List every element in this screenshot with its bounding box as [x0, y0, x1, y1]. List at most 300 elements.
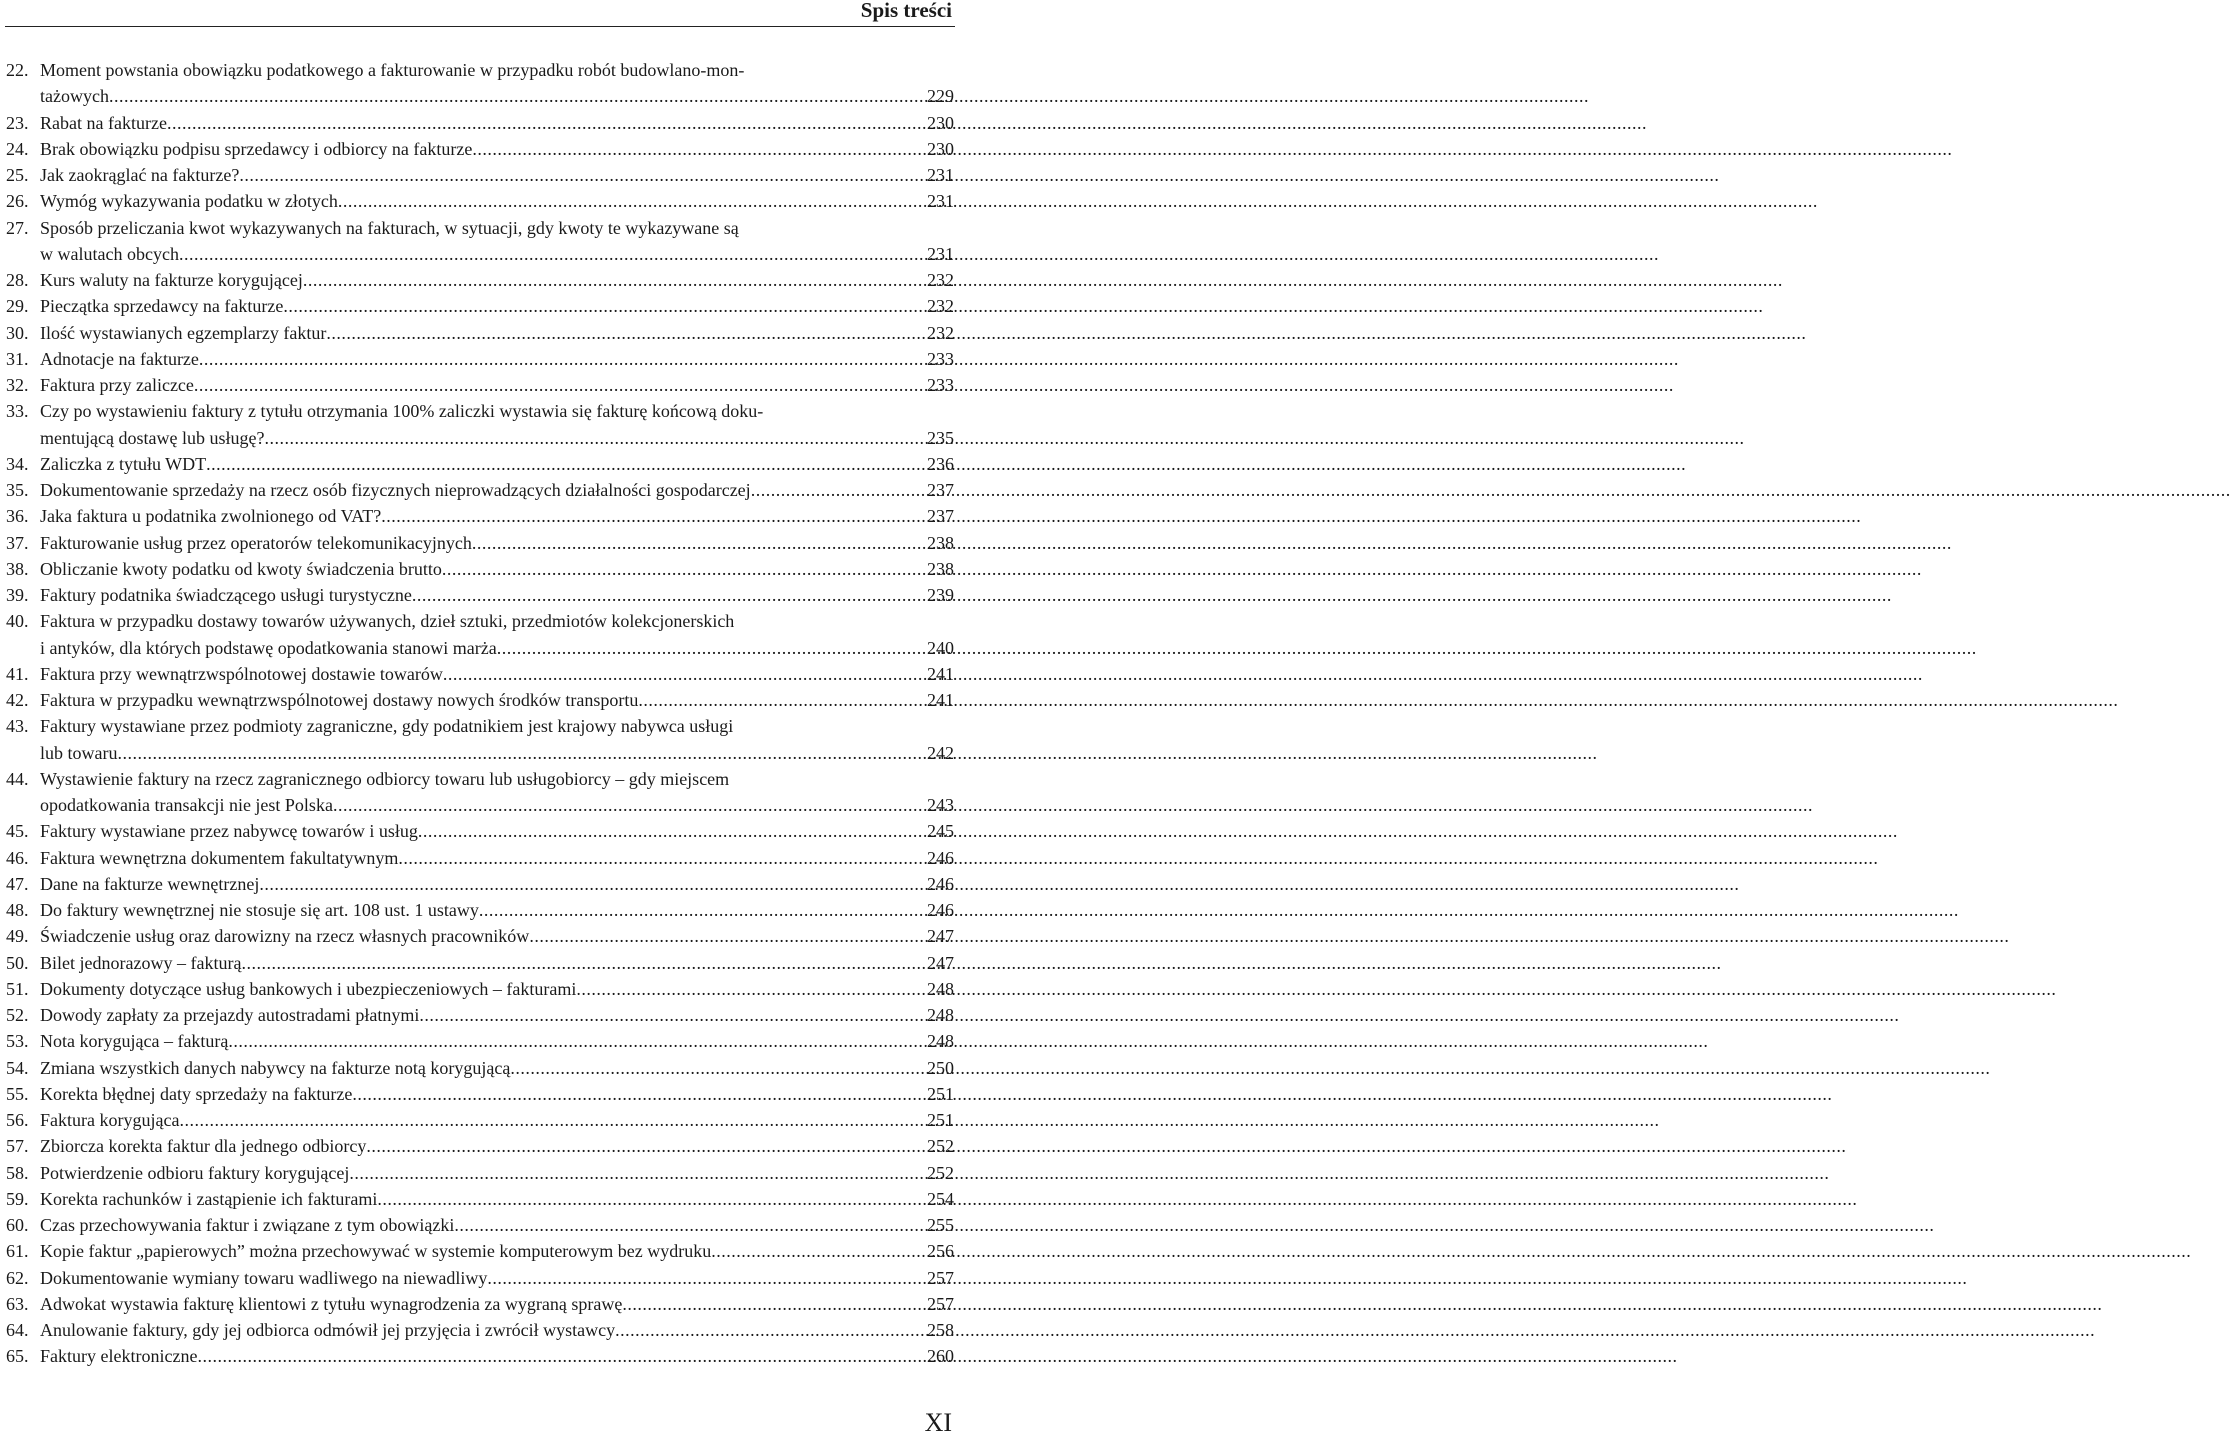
toc-entry-number: 60. — [6, 1215, 29, 1235]
toc-entry-last-line — [40, 556, 954, 582]
dot-leader — [179, 241, 923, 267]
toc-entry-page: 231 — [927, 243, 954, 264]
toc-entry-number: 42. — [6, 690, 29, 710]
toc-entry-page: 241 — [927, 663, 954, 684]
toc-entry-last-line — [40, 1212, 954, 1238]
toc-entry-number: 50. — [6, 952, 29, 973]
toc-entry-number: 54. — [6, 1057, 29, 1078]
toc-entry[interactable] — [6, 477, 954, 503]
toc-entry-body — [40, 1107, 954, 1133]
toc-entry-last-line — [40, 425, 954, 451]
toc-entry-last-line — [40, 267, 954, 293]
dot-leader — [194, 372, 923, 398]
toc-entry-title: Faktury wystawiane przez podmioty zagraniczne, gdy podatnikiem jest krajowy nabywca usługi — [40, 716, 734, 737]
dot-leader — [117, 740, 923, 766]
toc-entry-page: 247 — [927, 952, 954, 973]
toc-entry-page: 247 — [927, 926, 954, 947]
toc-entry-body — [40, 1291, 954, 1317]
toc-entry-page: 236 — [927, 453, 954, 474]
toc-entry-last-line — [40, 1055, 954, 1081]
toc-entry[interactable] — [6, 871, 954, 897]
toc-entry-body — [40, 188, 954, 214]
toc-entry-title: Sposób przeliczania kwot wykazywanych na fakturach, w sytuacji, gdy kwoty te wykazywane są — [40, 217, 739, 238]
toc-entry-title: Kopie faktur „papierowych” można przechowywać w systemie komputerowym bez wydruku — [40, 1241, 712, 1262]
toc-entry-title: Dokumenty dotyczące usług bankowych i ubezpieczeniowych – fakturami — [40, 978, 577, 999]
toc-entry-body — [40, 1160, 954, 1186]
toc-entry-body — [40, 845, 954, 871]
toc-entry-title: w walutach obcych — [40, 243, 179, 264]
toc-entry-page: 232 — [927, 296, 954, 317]
toc-entry[interactable] — [6, 1238, 954, 1264]
toc-entry-title: Kurs waluty na fakturze korygującej — [40, 270, 303, 290]
toc-entry[interactable] — [6, 320, 954, 346]
toc-entry-number: 34. — [6, 453, 29, 474]
toc-entry-title: lub towaru — [40, 742, 118, 763]
toc-entry[interactable] — [6, 1055, 954, 1081]
toc-entry-page: 238 — [927, 532, 954, 553]
toc-entry-number: 51. — [6, 978, 29, 999]
toc-entry-body — [40, 1055, 954, 1081]
toc-entry-last-line — [40, 897, 954, 923]
toc-entry-title: Zaliczka z tytułu WDT — [40, 453, 207, 474]
toc-entry-number: 25. — [6, 165, 29, 185]
toc-entry-last-line — [40, 582, 954, 608]
toc-entry-body — [40, 556, 954, 582]
toc-entry-last-line — [40, 346, 954, 372]
toc-entry-page: 238 — [927, 558, 954, 579]
toc-entry-number: 63. — [6, 1293, 29, 1314]
toc-entry[interactable] — [6, 57, 954, 110]
toc-entry-last-line — [40, 188, 954, 214]
toc-entry[interactable] — [6, 293, 954, 319]
toc-entry-page: 257 — [927, 1267, 954, 1288]
dot-leader — [442, 556, 923, 582]
dot-leader — [241, 950, 923, 976]
toc-entry[interactable] — [6, 713, 954, 766]
toc-entry-page: 252 — [927, 1136, 954, 1157]
toc-entry[interactable] — [6, 556, 954, 582]
toc-entry[interactable] — [6, 136, 954, 162]
toc-entry-number: 62. — [6, 1267, 29, 1288]
toc-entry-number: 61. — [6, 1241, 29, 1262]
toc-entry-title: Faktura w przypadku dostawy towarów używanych, dzieł sztuki, przedmiotów kolekcjonerskich — [40, 611, 735, 632]
toc-entry-body — [40, 477, 954, 503]
toc-entry-body — [40, 1238, 954, 1264]
toc-entry-last-line — [40, 293, 954, 319]
toc-entry-body — [40, 1212, 954, 1238]
dot-leader — [381, 503, 923, 529]
toc-entry-title: Faktury elektroniczne — [40, 1346, 198, 1367]
dot-leader — [349, 1160, 923, 1186]
toc-entry-title: i antyków, dla których podstawę opodatkowania stanowi marża — [40, 637, 497, 658]
toc-entry-title: Świadczenie usług oraz darowizny na rzecz własnych pracowników — [40, 926, 530, 947]
toc-entry-body — [40, 818, 954, 844]
toc-entry[interactable] — [6, 950, 954, 976]
toc-entry-number: 31. — [6, 348, 29, 369]
dot-leader — [418, 818, 923, 844]
toc-entry-title: Do faktury wewnętrznej nie stosuje się art. 108 ust. 1 ustawy — [40, 900, 479, 920]
dot-leader — [377, 1186, 923, 1212]
toc-entry-title: mentującą dostawę lub usługę? — [40, 427, 265, 448]
toc-entry-page: 260 — [927, 1346, 954, 1367]
toc-entry[interactable] — [6, 1160, 954, 1186]
toc-entry-title: Brak obowiązku podpisu sprzedawcy i odbiorcy na fakturze — [40, 138, 473, 159]
toc-entry-body — [40, 1028, 954, 1054]
dot-leader — [228, 1028, 923, 1054]
toc-entry-page: 254 — [927, 1188, 954, 1209]
toc-entry-number: 48. — [6, 900, 29, 920]
toc-entry-number: 36. — [6, 506, 29, 527]
toc-entry-last-line — [40, 1081, 954, 1107]
dot-leader — [487, 1265, 923, 1291]
toc-entry-body — [40, 110, 954, 136]
toc-entry-last-line — [40, 1186, 954, 1212]
dot-leader — [366, 1133, 923, 1159]
toc-entry-body — [40, 451, 954, 477]
dot-leader — [443, 661, 923, 687]
dot-leader — [398, 845, 923, 871]
toc-entry-number: 24. — [6, 138, 29, 159]
toc-entry-body — [40, 530, 954, 556]
dot-leader — [259, 871, 923, 897]
toc-entry-title: Nota korygująca – fakturą — [40, 1031, 229, 1052]
toc-entry[interactable] — [6, 346, 954, 372]
dot-leader — [711, 1238, 923, 1264]
toc-entry-page: 248 — [927, 978, 954, 999]
toc-entry-last-line — [40, 110, 954, 136]
toc-entry-body — [40, 871, 954, 897]
toc-entry-number: 39. — [6, 585, 29, 605]
toc-entry[interactable] — [6, 897, 954, 923]
toc-entry-number: 28. — [6, 270, 29, 290]
toc-entry[interactable] — [6, 1212, 954, 1238]
toc-entry-title: Wymóg wykazywania podatku w złotych — [40, 191, 338, 212]
toc-entry-number: 65. — [6, 1346, 29, 1367]
toc-entry-title: Bilet jednorazowy – fakturą — [40, 952, 242, 973]
toc-entry-last-line — [40, 950, 954, 976]
toc-entry-last-line — [40, 477, 954, 503]
toc-entry[interactable] — [6, 215, 954, 268]
toc-entry[interactable] — [6, 1002, 954, 1028]
toc-entry-page: 241 — [927, 690, 954, 710]
toc-entry-last-line — [40, 1107, 954, 1133]
toc-entry-number: 45. — [6, 821, 29, 842]
section-title: Spis treści — [860, 0, 952, 22]
page-number: XI — [924, 1408, 952, 1437]
toc-entry-number: 55. — [6, 1083, 29, 1104]
toc-entry-number: 35. — [6, 480, 29, 500]
toc-entry-body — [40, 1186, 954, 1212]
toc-entry[interactable] — [6, 818, 954, 844]
toc-entry-page: 240 — [927, 637, 954, 658]
toc-entry-page: 248 — [927, 1031, 954, 1052]
toc-entry[interactable] — [6, 162, 954, 188]
dot-leader — [352, 1081, 923, 1107]
toc-entry-body — [40, 267, 954, 293]
toc-entry-last-line — [40, 687, 954, 713]
toc-entry-last-line — [40, 1343, 954, 1369]
toc-entry-number: 46. — [6, 847, 29, 868]
dot-leader — [239, 162, 923, 188]
toc-entry-title: Faktury podatnika świadczącego usługi turystyczne — [40, 585, 412, 605]
toc-entry-number: 23. — [6, 112, 29, 133]
toc-entry-page: 246 — [927, 900, 954, 920]
toc-entry-last-line — [40, 818, 954, 844]
toc-entry-page: 231 — [927, 191, 954, 212]
toc-entry[interactable] — [6, 398, 954, 451]
toc-entry-title: Jak zaokrąglać na fakturze? — [40, 165, 240, 185]
toc-entry-title: Fakturowanie usług przez operatorów telekomunikacyjnych — [40, 532, 472, 553]
toc-entry-last-line — [40, 241, 954, 267]
toc-entry-number: 47. — [6, 873, 29, 894]
dot-leader — [338, 188, 923, 214]
toc-entry-body — [40, 503, 954, 529]
toc-entry-number: 41. — [6, 663, 29, 684]
toc-entry-last-line — [40, 740, 954, 766]
header-rule — [5, 26, 955, 27]
toc-entry[interactable] — [6, 582, 954, 608]
toc-entry-page: 231 — [927, 165, 954, 185]
toc-entry[interactable] — [6, 1133, 954, 1159]
toc-entry-body — [40, 1133, 954, 1159]
toc-entry-last-line — [40, 1028, 954, 1054]
toc-entry-last-line — [40, 1317, 954, 1343]
toc-entry-title: tażowych — [40, 86, 109, 107]
toc-entry-last-line — [40, 1160, 954, 1186]
toc-entry-last-line — [40, 372, 954, 398]
toc-entry-title: Faktura przy wewnątrzwspólnotowej dostawie towarów — [40, 663, 443, 684]
toc-entry-number: 38. — [6, 558, 29, 579]
toc-entry-title: Czas przechowywania faktur i związane z tym obowiązki — [40, 1215, 455, 1235]
toc-entry-body — [40, 923, 954, 949]
toc-entry-last-line — [40, 845, 954, 871]
toc-entry-page: 230 — [927, 112, 954, 133]
toc-entry[interactable] — [6, 1343, 954, 1369]
toc-entry-title: Faktura w przypadku wewnątrzwspólnotowej dostawy nowych środków transportu — [40, 690, 639, 710]
toc-entry-page: 246 — [927, 873, 954, 894]
toc-entry-last-line — [40, 530, 954, 556]
toc-entry-body — [40, 687, 954, 713]
toc-entry-body — [40, 897, 954, 923]
dot-leader — [419, 1002, 923, 1028]
dot-leader — [529, 923, 923, 949]
toc-entry-number: 26. — [6, 191, 29, 212]
toc-entry[interactable] — [6, 1081, 954, 1107]
toc-entry-number: 44. — [6, 768, 29, 789]
toc-entry-last-line — [40, 1291, 954, 1317]
toc-entry-body — [40, 661, 954, 687]
toc-entry[interactable] — [6, 372, 954, 398]
toc-entry-number: 22. — [6, 60, 29, 80]
toc-entry-last-line — [40, 1265, 954, 1291]
toc-entry-last-line — [40, 976, 954, 1002]
toc-entry-title: Ilość wystawianych egzemplarzy faktur — [40, 322, 327, 343]
toc-entry-title: Zmiana wszystkich danych nabywcy na fakturze notą korygującą — [40, 1057, 511, 1078]
toc-entry[interactable] — [6, 110, 954, 136]
toc-entry[interactable] — [6, 608, 954, 661]
toc-entry-title: Faktura korygująca — [40, 1110, 180, 1130]
toc-entry-number: 56. — [6, 1110, 29, 1130]
toc-entry-last-line — [40, 871, 954, 897]
toc-entry-title: Obliczanie kwoty podatku od kwoty świadczenia brutto — [40, 558, 442, 579]
toc-entry-body — [40, 162, 954, 188]
dot-leader — [454, 1212, 923, 1238]
toc-entry-page: 255 — [927, 1215, 954, 1235]
toc-entry-last-line — [40, 503, 954, 529]
dot-leader — [199, 346, 923, 372]
toc-entry-title: Czy po wystawieniu faktury z tytułu otrzymania 100% zaliczki wystawia się fakturę końcową doku- — [40, 401, 764, 422]
toc-entry-title: Korekta błędnej daty sprzedaży na fakturze — [40, 1083, 353, 1104]
toc-entry-last-line — [40, 162, 954, 188]
toc-entry-title: Dokumentowanie wymiany towaru wadliwego na niewadliwy — [40, 1267, 488, 1288]
toc-entry-title: Korekta rachunków i zastąpienie ich fakturami — [40, 1188, 378, 1209]
dot-leader — [622, 1291, 923, 1317]
dot-leader — [497, 635, 923, 661]
dot-leader — [264, 425, 923, 451]
toc-entry[interactable] — [6, 923, 954, 949]
dot-leader — [206, 451, 923, 477]
toc-entry-body — [40, 582, 954, 608]
toc-entry[interactable] — [6, 1317, 954, 1343]
toc-entry-body — [40, 320, 954, 346]
toc-entry-last-line — [40, 451, 954, 477]
toc-entry-last-line — [40, 661, 954, 687]
toc-entry-body — [40, 1317, 954, 1343]
toc-entry-page: 239 — [927, 585, 954, 605]
toc-entry-title: Faktura przy zaliczce — [40, 375, 194, 395]
toc-entry-page: 243 — [927, 795, 954, 815]
toc-entry-body — [40, 1343, 954, 1369]
toc-entry-title: Moment powstania obowiązku podatkowego a fakturowanie w przypadku robót budowlano-mon- — [40, 60, 745, 80]
toc-entry[interactable] — [6, 845, 954, 871]
dot-leader — [615, 1317, 923, 1343]
toc-entry-number: 33. — [6, 401, 29, 422]
toc-entry-number: 29. — [6, 296, 29, 317]
toc-entry-title: opodatkowania transakcji nie jest Polska — [40, 795, 333, 815]
toc-entry-title: Wystawienie faktury na rzecz zagranicznego odbiorcy towaru lub usługobiorcy – gdy miejscem — [40, 768, 730, 789]
toc-entry-page: 246 — [927, 847, 954, 868]
toc-entry-title: Adwokat wystawia fakturę klientowi z tytułu wynagrodzenia za wygraną sprawę — [40, 1293, 623, 1314]
toc-entry-number: 49. — [6, 926, 29, 947]
toc-entry-number: 53. — [6, 1031, 29, 1052]
toc-entry[interactable] — [6, 976, 954, 1002]
toc-entry[interactable] — [6, 1291, 954, 1317]
toc-entry[interactable] — [6, 1028, 954, 1054]
dot-leader — [326, 320, 923, 346]
toc-entry-number: 58. — [6, 1162, 29, 1183]
toc-entry-number: 52. — [6, 1005, 29, 1025]
dot-leader — [412, 582, 923, 608]
toc-entry[interactable] — [6, 503, 954, 529]
toc-entry[interactable] — [6, 1265, 954, 1291]
toc-entry-body — [40, 713, 954, 766]
dot-leader — [283, 293, 923, 319]
toc-entry-number: 59. — [6, 1188, 29, 1209]
toc-entry-title: Faktura wewnętrzna dokumentem fakultatywnym — [40, 847, 399, 868]
toc-entry-number: 27. — [6, 217, 29, 238]
toc-entry[interactable] — [6, 451, 954, 477]
toc-entry-body — [40, 372, 954, 398]
toc-entry-body — [40, 1002, 954, 1028]
toc-entry-page: 235 — [927, 427, 954, 448]
dot-leader — [510, 1055, 923, 1081]
toc-entry-number: 43. — [6, 716, 29, 737]
toc-entry-title: Potwierdzenie odbioru faktury korygującej — [40, 1162, 350, 1183]
toc-entry-body — [40, 1265, 954, 1291]
toc-entry-page: 258 — [927, 1320, 954, 1340]
toc-entry-last-line — [40, 635, 954, 661]
toc-entry-last-line — [40, 1238, 954, 1264]
toc-entry-number: 57. — [6, 1136, 29, 1157]
toc-entry-number: 40. — [6, 611, 29, 632]
toc-entry-body — [40, 976, 954, 1002]
toc-entry-body — [40, 1081, 954, 1107]
toc-entry-page: 257 — [927, 1293, 954, 1314]
toc-entry-body — [40, 346, 954, 372]
toc-entry[interactable] — [6, 766, 954, 819]
toc-entry-page: 245 — [927, 821, 954, 842]
toc-entry-body — [40, 608, 954, 661]
toc-entry-page: 251 — [927, 1110, 954, 1130]
dot-leader — [197, 1343, 923, 1369]
toc-entry-page: 256 — [927, 1241, 954, 1262]
toc-entry[interactable] — [6, 1107, 954, 1133]
toc-entry-last-line — [40, 923, 954, 949]
toc-entry[interactable] — [6, 267, 954, 293]
dot-leader — [576, 976, 923, 1002]
toc-entry-last-line — [40, 792, 954, 818]
toc-entry[interactable] — [6, 530, 954, 556]
toc-entry-last-line — [40, 83, 954, 109]
dot-leader — [179, 1107, 923, 1133]
toc-entry-body — [40, 950, 954, 976]
toc-entry-body — [40, 293, 954, 319]
toc-entry-body — [40, 215, 954, 268]
toc-entry-title: Faktury wystawiane przez nabywcę towarów i usług — [40, 821, 418, 842]
dot-leader — [109, 83, 923, 109]
toc-entry-title: Zbiorcza korekta faktur dla jednego odbiorcy — [40, 1136, 367, 1157]
toc-entry[interactable] — [6, 687, 954, 713]
toc-entry-body — [40, 57, 954, 110]
toc-entry-number: 64. — [6, 1320, 29, 1340]
toc-entry-last-line — [40, 136, 954, 162]
dot-leader — [472, 530, 923, 556]
toc-entry-title: Jaka faktura u podatnika zwolnionego od VAT? — [40, 506, 382, 527]
toc-entry-number: 37. — [6, 532, 29, 553]
toc-entry[interactable] — [6, 1186, 954, 1212]
table-of-contents — [6, 57, 954, 1370]
dot-leader — [638, 687, 923, 713]
toc-entry[interactable] — [6, 661, 954, 687]
toc-entry-page: 250 — [927, 1057, 954, 1078]
dot-leader — [479, 897, 923, 923]
toc-entry-page: 232 — [927, 270, 954, 290]
toc-entry-page: 252 — [927, 1162, 954, 1183]
dot-leader — [303, 267, 923, 293]
toc-entry-page: 251 — [927, 1083, 954, 1104]
toc-entry-page: 233 — [927, 375, 954, 395]
toc-entry-page: 229 — [927, 86, 954, 107]
dot-leader — [167, 110, 923, 136]
toc-entry-body — [40, 136, 954, 162]
toc-entry-page: 233 — [927, 348, 954, 369]
toc-entry[interactable] — [6, 188, 954, 214]
toc-entry-page: 230 — [927, 138, 954, 159]
toc-entry-body — [40, 398, 954, 451]
toc-entry-number: 30. — [6, 322, 29, 343]
toc-entry-page: 232 — [927, 322, 954, 343]
toc-entry-title: Dowody zapłaty za przejazdy autostradami płatnymi — [40, 1005, 420, 1025]
